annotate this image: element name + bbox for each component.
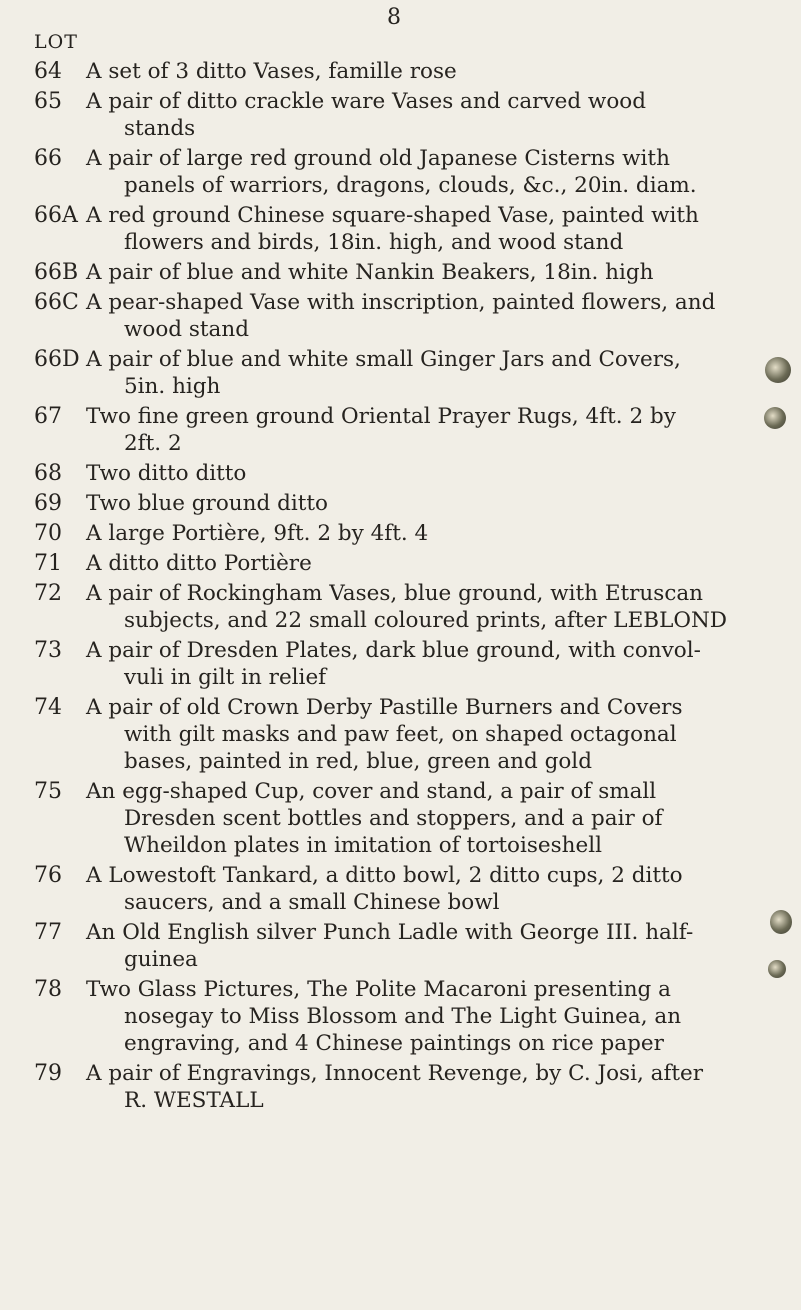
lot-description-line: engraving, and 4 Chinese paintings on rice paper xyxy=(124,1031,664,1056)
lot-description xyxy=(86,460,746,487)
lot-number: 68 xyxy=(34,461,62,486)
lot-description-line: A pear-shaped Vase with inscription, painted flowers, and xyxy=(86,290,716,315)
lot-list xyxy=(0,58,801,1117)
lot-description-line: Two blue ground ditto xyxy=(86,491,328,516)
margin-stain-1 xyxy=(765,357,791,383)
lot-number: 66 xyxy=(34,146,62,171)
lot-description-line: Two ditto ditto xyxy=(86,461,247,486)
lot-description-line: A large Portière, 9ft. 2 by 4ft. 4 xyxy=(86,521,429,546)
margin-stain-4 xyxy=(768,960,786,978)
lot-column-header: LOT xyxy=(34,31,78,53)
lot-description-line: with gilt masks and paw feet, on shaped octagonal xyxy=(124,722,677,747)
lot-entry xyxy=(0,550,801,577)
lot-description xyxy=(86,637,746,691)
lot-description xyxy=(86,778,746,859)
lot-entry xyxy=(0,145,801,199)
lot-entry xyxy=(0,58,801,85)
lot-description xyxy=(86,919,746,973)
lot-description-line: 5in. high xyxy=(124,374,221,399)
lot-description-line: nosegay to Miss Blossom and The Light Guinea, an xyxy=(124,1004,682,1029)
lot-description-line: Two Glass Pictures, The Polite Macaroni presenting a xyxy=(86,977,671,1002)
lot-number: 76 xyxy=(34,863,62,888)
lot-entry xyxy=(0,580,801,634)
lot-description-line: A pair of blue and white small Ginger Jars and Covers, xyxy=(86,347,681,372)
lot-number: 72 xyxy=(34,581,62,606)
lot-entry xyxy=(0,88,801,142)
lot-description-line: A pair of Rockingham Vases, blue ground, with Etruscan xyxy=(86,581,704,606)
lot-entry xyxy=(0,289,801,343)
lot-entry xyxy=(0,403,801,457)
lot-description xyxy=(86,259,746,286)
lot-description-line: R. WESTALL xyxy=(124,1088,264,1113)
lot-number: 71 xyxy=(34,551,62,576)
lot-entry xyxy=(0,520,801,547)
lot-description xyxy=(86,346,746,400)
lot-description xyxy=(86,490,746,517)
lot-description-line: Wheildon plates in imitation of tortoiseshell xyxy=(124,833,602,858)
lot-number: 78 xyxy=(34,977,62,1002)
lot-description-line: A pair of old Crown Derby Pastille Burners and Covers xyxy=(86,695,683,720)
lot-description-line: stands xyxy=(124,116,196,141)
lot-description-line: subjects, and 22 small coloured prints, after LEBLOND xyxy=(124,608,728,633)
lot-description-line: An Old English silver Punch Ladle with George III. half- xyxy=(86,920,694,945)
lot-entry xyxy=(0,637,801,691)
lot-entry xyxy=(0,778,801,859)
lot-number: 75 xyxy=(34,779,62,804)
lot-description-line: bases, painted in red, blue, green and gold xyxy=(124,749,592,774)
lot-number: 64 xyxy=(34,59,62,84)
lot-description-line: Dresden scent bottles and stoppers, and a pair of xyxy=(124,806,663,831)
lot-entry xyxy=(0,490,801,517)
lot-description-line: wood stand xyxy=(124,317,249,342)
lot-entry xyxy=(0,1060,801,1114)
lot-description-line: An egg-shaped Cup, cover and stand, a pair of small xyxy=(86,779,657,804)
lot-number: 65 xyxy=(34,89,62,114)
lot-description xyxy=(86,58,746,85)
lot-description xyxy=(86,289,746,343)
lot-description-line: A set of 3 ditto Vases, famille rose xyxy=(86,59,457,84)
lot-description-line: A Lowestoft Tankard, a ditto bowl, 2 ditto cups, 2 ditto xyxy=(86,863,683,888)
lot-description xyxy=(86,1060,746,1114)
lot-description xyxy=(86,862,746,916)
lot-description xyxy=(86,694,746,775)
margin-stain-3 xyxy=(770,910,792,934)
lot-description-line: saucers, and a small Chinese bowl xyxy=(124,890,500,915)
lot-entry xyxy=(0,460,801,487)
lot-entry xyxy=(0,976,801,1057)
lot-description-line: 2ft. 2 xyxy=(124,431,182,456)
lot-description-line: A pair of ditto crackle ware Vases and carved wood xyxy=(86,89,646,114)
lot-description-line: A pair of blue and white Nankin Beakers, 18in. high xyxy=(86,260,654,285)
lot-number: 74 xyxy=(34,695,62,720)
lot-description xyxy=(86,976,746,1057)
page-number: 8 xyxy=(387,5,401,30)
lot-description-line: A pair of large red ground old Japanese Cisterns with xyxy=(86,146,670,171)
lot-number: 73 xyxy=(34,638,62,663)
lot-entry xyxy=(0,862,801,916)
margin-stain-2 xyxy=(764,407,786,429)
lot-entry xyxy=(0,259,801,286)
lot-description-line: panels of warriors, dragons, clouds, &c., 20in. diam. xyxy=(124,173,697,198)
lot-number: 79 xyxy=(34,1061,62,1086)
lot-description xyxy=(86,145,746,199)
lot-description-line: A pair of Dresden Plates, dark blue ground, with convol- xyxy=(86,638,701,663)
lot-description xyxy=(86,550,746,577)
lot-description xyxy=(86,202,746,256)
lot-number: 77 xyxy=(34,920,62,945)
lot-description xyxy=(86,88,746,142)
lot-entry xyxy=(0,202,801,256)
lot-entry xyxy=(0,346,801,400)
lot-description-line: guinea xyxy=(124,947,198,972)
lot-number: 67 xyxy=(34,404,62,429)
lot-number: 66C xyxy=(34,290,79,315)
lot-description xyxy=(86,520,746,547)
lot-description xyxy=(86,403,746,457)
lot-entry xyxy=(0,694,801,775)
lot-description-line: vuli in gilt in relief xyxy=(124,665,327,690)
lot-description-line: flowers and birds, 18in. high, and wood stand xyxy=(124,230,624,255)
lot-number: 66A xyxy=(34,203,78,228)
lot-description-line: A pair of Engravings, Innocent Revenge, by C. Josi, after xyxy=(86,1061,704,1086)
lot-number: 70 xyxy=(34,521,62,546)
lot-description xyxy=(86,580,746,634)
lot-number: 69 xyxy=(34,491,62,516)
lot-entry xyxy=(0,919,801,973)
lot-number: 66B xyxy=(34,260,79,285)
lot-description-line: Two fine green ground Oriental Prayer Rugs, 4ft. 2 by xyxy=(86,404,676,429)
lot-description-line: A red ground Chinese square-shaped Vase, painted with xyxy=(86,203,699,228)
lot-number: 66D xyxy=(34,347,80,372)
lot-description-line: A ditto ditto Portière xyxy=(86,551,312,576)
